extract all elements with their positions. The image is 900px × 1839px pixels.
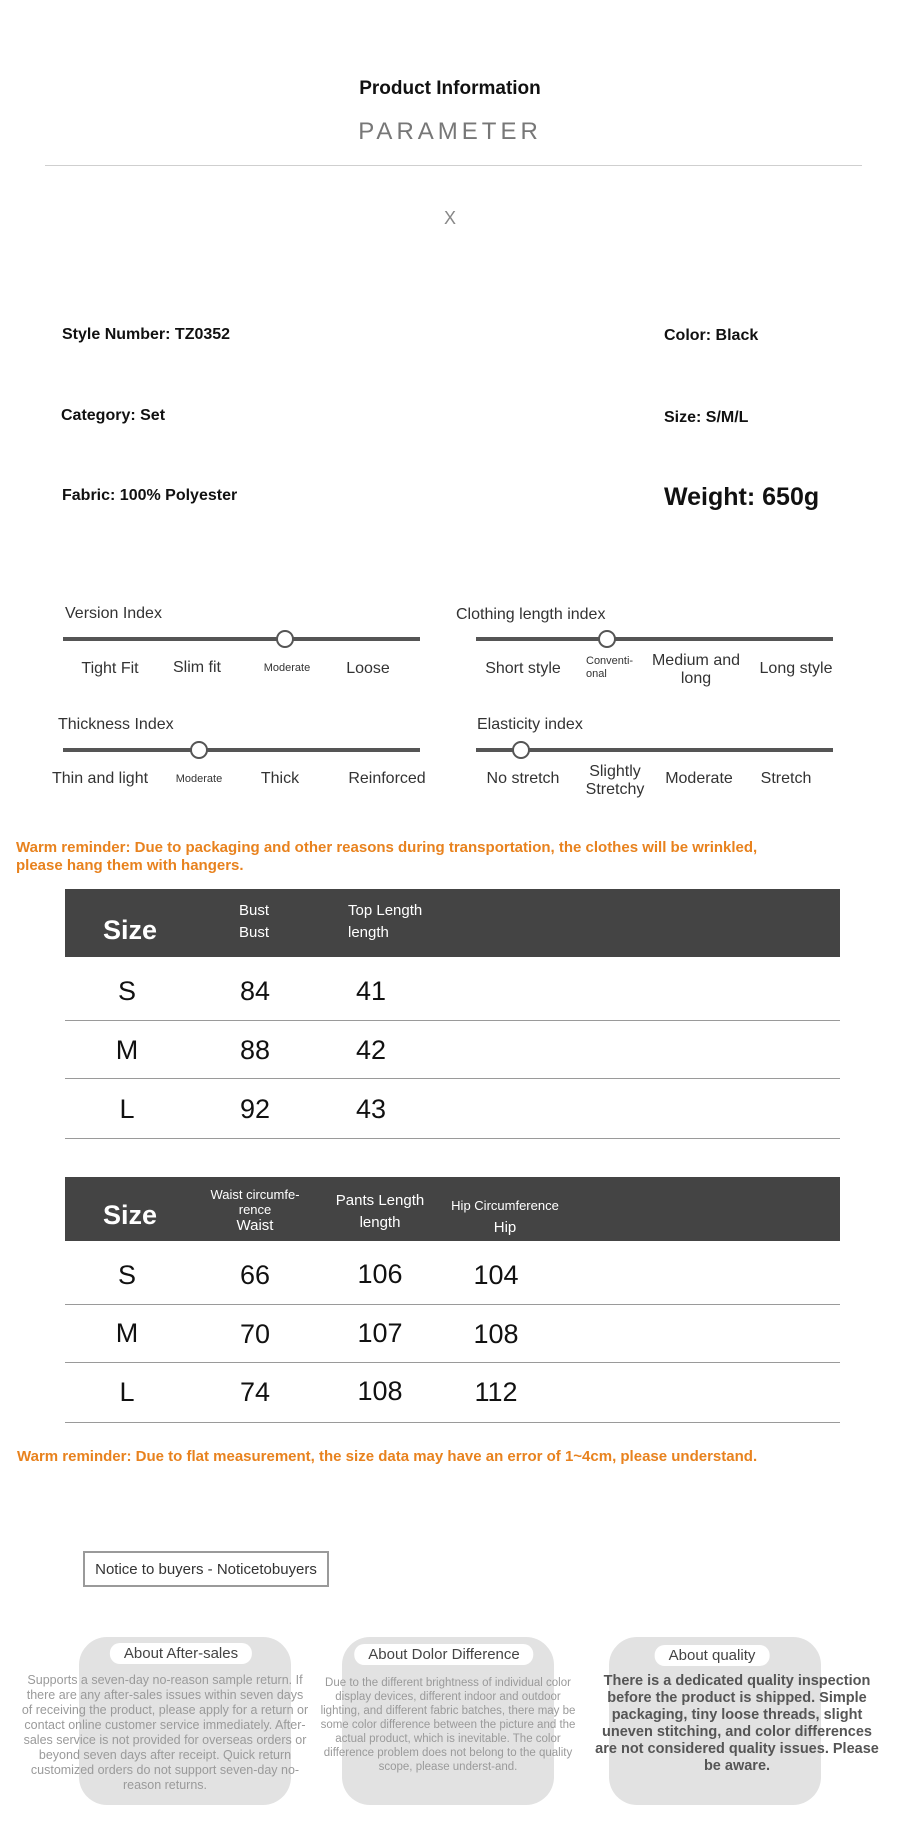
elasticity-option: No stretch xyxy=(486,770,560,787)
bottom-row-length: 107 xyxy=(357,1318,403,1348)
fabric: Fabric: 100% Polyester xyxy=(62,487,238,504)
row-divider xyxy=(65,1422,840,1423)
row-divider xyxy=(65,1020,840,1021)
clothing-length-track xyxy=(476,637,833,641)
version-index-title: Version Index xyxy=(65,605,162,622)
top-row-bust: 84 xyxy=(239,976,271,1006)
top-row-bust: 88 xyxy=(239,1035,271,1065)
header-line: Pants Length xyxy=(335,1192,425,1209)
color: Color: Black xyxy=(664,327,759,344)
version-option: Moderate xyxy=(263,662,311,674)
top-table-bust-header xyxy=(239,900,269,944)
elasticity-index-marker xyxy=(512,741,530,759)
card-after-sales-text: Supports a seven-day no-reason sample return. If there are any after-sales issues within seven days of receiving the product, please apply for a return or contact online customer service immediately. After-sales service is not provided for overseas orders or beyond seven days after receipt. Quick return customized orders do not support seven-day no-reason returns. xyxy=(21,1673,309,1792)
header-line: Bust xyxy=(238,902,270,919)
top-row-length: 41 xyxy=(355,976,387,1006)
version-index-track xyxy=(63,637,420,641)
bottom-row-waist: 70 xyxy=(239,1319,271,1349)
card-quality-text: There is a dedicated quality inspection before the product is shipped. Simple packaging, tiny loose threads, slight uneven stitching, and color differences are not considered quality issues. Please be aware. xyxy=(595,1673,879,1774)
card-color-difference-title: About Dolor Difference xyxy=(354,1644,533,1665)
bottom-table-hip-header xyxy=(440,1195,570,1239)
bottom-row-length: 108 xyxy=(357,1376,403,1406)
version-option: Loose xyxy=(346,660,390,677)
header-line: Bust xyxy=(238,924,270,941)
top-row-bust: 92 xyxy=(239,1094,271,1124)
header-line: Top Length xyxy=(348,902,423,919)
header-line: rence xyxy=(238,1202,272,1217)
clothing-length-option: Conventi- onal xyxy=(586,655,634,680)
row-divider xyxy=(65,1078,840,1079)
top-table-length-header xyxy=(348,900,422,944)
clothing-length-option: Short style xyxy=(485,660,561,677)
divider xyxy=(45,165,862,166)
thickness-option: Thick xyxy=(260,770,300,787)
row-divider xyxy=(65,1362,840,1363)
elasticity-option: Slightly Stretchy xyxy=(585,763,645,798)
top-row-size: M xyxy=(115,1035,139,1065)
bottom-table-length-header xyxy=(325,1190,435,1234)
warning-measurement: Warm reminder: Due to flat measurement, the size data may have an error of 1~4cm, please understand. xyxy=(17,1448,758,1465)
elasticity-option: Stretch xyxy=(760,770,812,787)
card-color-difference-text: Due to the different brightness of individual color display devices, different indoor and outdoor lighting, and different fabric batches, there may be some color difference between the picture and the actual product, which is inevitable. The color difference problem does not belong to the quality scope, please underst-and. xyxy=(320,1677,576,1773)
version-index-marker xyxy=(276,630,294,648)
header-line: Hip xyxy=(493,1219,517,1236)
top-row-length: 42 xyxy=(355,1035,387,1065)
elasticity-option: Moderate xyxy=(665,770,733,787)
header-line: length xyxy=(359,1214,401,1231)
row-divider xyxy=(65,1138,840,1139)
thickness-index-title: Thickness Index xyxy=(58,716,174,733)
row-divider xyxy=(65,1304,840,1305)
bottom-row-size: L xyxy=(119,1377,135,1407)
thickness-option: Moderate xyxy=(175,773,223,785)
bottom-row-size: S xyxy=(117,1260,137,1290)
version-option: Slim fit xyxy=(173,659,221,676)
header-line: Hip Circumference xyxy=(451,1198,559,1213)
elasticity-index-title: Elasticity index xyxy=(477,716,583,733)
page-subtitle: PARAMETER xyxy=(358,118,542,145)
thickness-index-track xyxy=(63,748,420,752)
weight: Weight: 650g xyxy=(664,483,820,511)
header-line: Waist circumfe- xyxy=(210,1187,300,1202)
thickness-option: Reinforced xyxy=(348,770,426,787)
clothing-length-marker xyxy=(598,630,616,648)
category: Category: Set xyxy=(61,407,166,424)
clothing-length-title: Clothing length index xyxy=(456,606,606,623)
bottom-table-size-header: Size xyxy=(103,1200,158,1230)
warning-wrinkle: Warm reminder: Due to packaging and other reasons during transportation, the clothes will be wrinkled, please hang them with hangers. xyxy=(16,839,758,874)
size: Size: S/M/L xyxy=(664,409,749,426)
bottom-row-waist: 74 xyxy=(239,1377,271,1407)
page-title: Product Information xyxy=(359,78,541,99)
top-table-size-header: Size xyxy=(103,915,158,945)
thickness-option: Thin and light xyxy=(51,770,149,787)
card-quality-title: About quality xyxy=(655,1645,770,1666)
bottom-row-size: M xyxy=(115,1318,139,1348)
top-row-size: S xyxy=(117,976,137,1006)
bottom-row-waist: 66 xyxy=(239,1260,271,1290)
x-mark: X xyxy=(443,208,456,228)
top-table-header xyxy=(65,889,840,957)
header-line: Waist xyxy=(236,1217,274,1234)
bottom-row-length: 106 xyxy=(357,1259,403,1289)
clothing-length-option: Medium and long xyxy=(651,652,741,687)
version-option: Tight Fit xyxy=(81,660,139,677)
clothing-length-option: Long style xyxy=(759,660,833,677)
notice-to-buyers-button[interactable]: Notice to buyers - Noticetobuyers xyxy=(83,1551,329,1587)
bottom-row-hip: 112 xyxy=(474,1377,518,1407)
header-line: length xyxy=(348,924,389,941)
bottom-row-hip: 108 xyxy=(473,1319,519,1349)
top-row-size: L xyxy=(119,1094,135,1124)
bottom-table-waist-header xyxy=(200,1187,310,1235)
card-after-sales-title: About After-sales xyxy=(110,1643,252,1664)
bottom-row-hip: 104 xyxy=(473,1260,519,1290)
thickness-index-marker xyxy=(190,741,208,759)
top-row-length: 43 xyxy=(355,1094,387,1124)
style-number: Style Number: TZ0352 xyxy=(62,326,231,343)
